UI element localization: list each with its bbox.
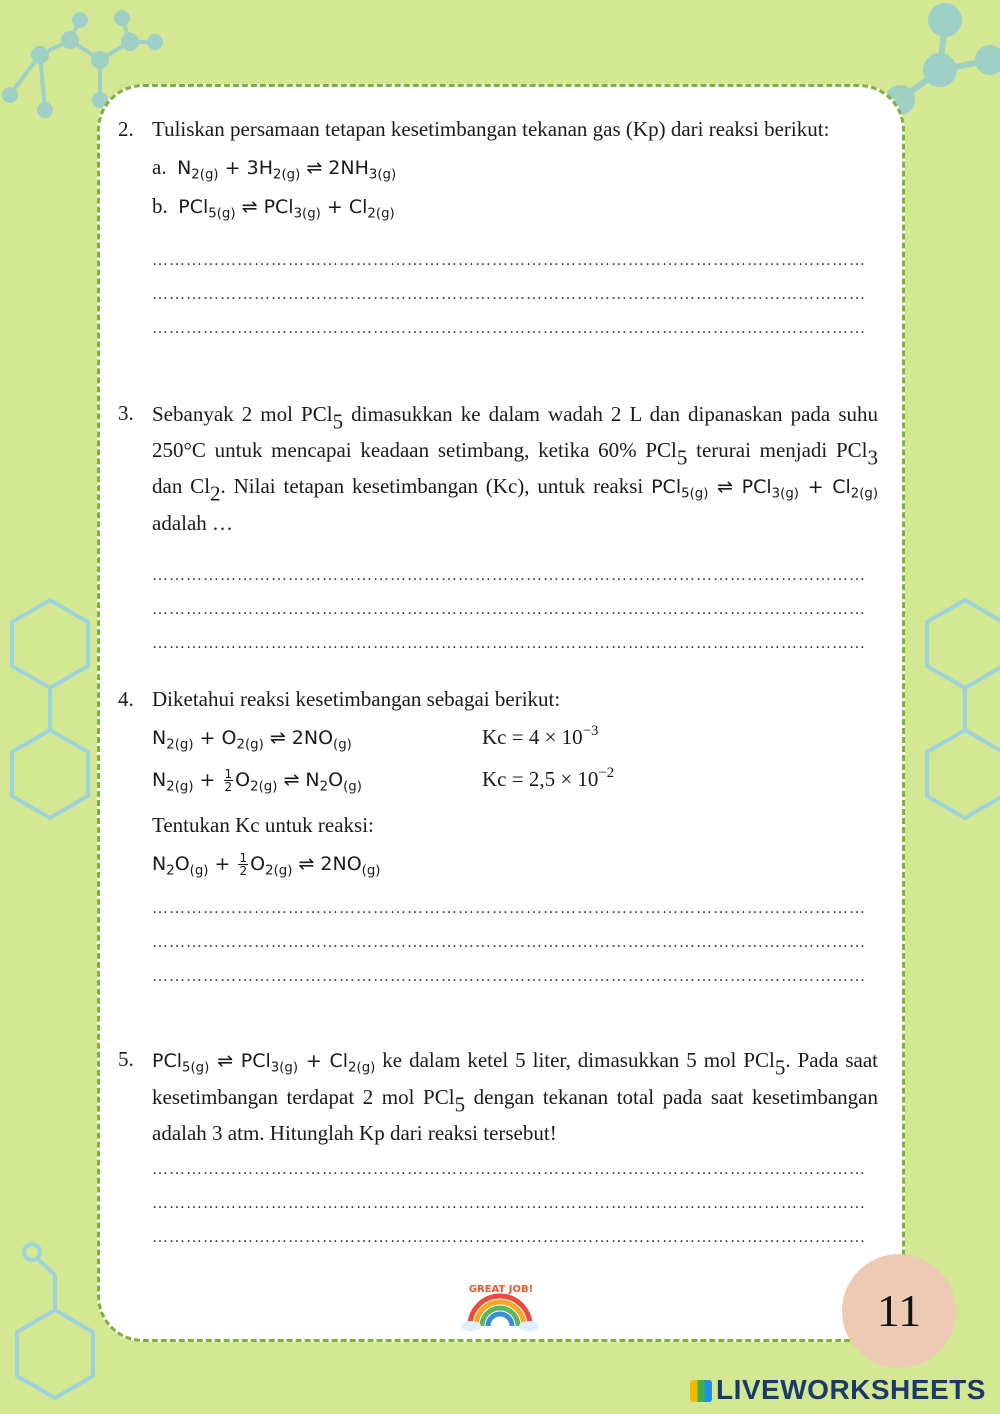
task-text: Tentukan Kc untuk reaksi: [152, 813, 374, 837]
question-4 [118, 682, 878, 994]
answer-line[interactable]: ……………………………………………………………………………………………………………… [152, 1195, 866, 1212]
kc-value-1: $Kc = 4 \times 10^{-3}$ [482, 723, 599, 749]
given-reaction-1: $N_{2(g)} + O_{2(g)}$ ⇌ $2NO_{(g)}$ $Kc = 4 \times 10^{-3}$ [152, 720, 878, 758]
answer-line[interactable]: ……………………………………………………………………………………………………………… [152, 567, 866, 584]
question-number: 4. [118, 687, 134, 711]
answer-line[interactable]: ……………………………………………………………………………………………………………… [152, 934, 866, 951]
page-number: 11 [842, 1254, 956, 1368]
answer-line[interactable]: ……………………………………………………………………………………………………………… [152, 601, 866, 618]
question-number: 2. [118, 117, 134, 141]
question-2 [118, 112, 878, 346]
equation-b: PCl$_{5(g)}$ ⇌ $PCl_{3(g)} + Cl_{2(g)}$ [178, 196, 395, 222]
question-5 [118, 1042, 878, 1255]
kc-value-2: $Kc = 2,5 \times 10^{-2}$ [482, 765, 615, 791]
reaction-a: a. $N_{2(g)} + 3H_{2(g)}$ ⇌ $2NH_{3(g)}$ [152, 155, 397, 183]
benzene-decoration-right [910, 590, 1000, 850]
answer-line[interactable]: ……………………………………………………………………………………………………………… [152, 900, 866, 917]
given-reaction-2: $N_{2(g)}$ + $\frac{1}{2}$ $O_{2(g)}$ ⇌ $N_2O_{(g)}$ $Kc = 2,5 \times 10^{-2}$ [152, 762, 878, 808]
question-text: Sebanyak 2 mol PCl$_5$ dimasukkan ke dalam wadah 2 L dan dipanaskan pada suhu 250°C untuk mencapai keadaan setimbang, ketika 60% PCl$_5$ terurai menjadi PCl$_3$ dan $Cl_2$. Nilai tetapan kesetimbangan (Kc), untuk reaksi PCl$_{5(g)}$ ⇌ $PCl_{3(g)} + Cl_{2(g)}$ adalah … [152, 402, 879, 535]
target-reaction: $N_2O_{(g)}$ + $\frac{1}{2}$ $O_{2(g)}$ ⇌ $2NO_{(g)}$ [152, 851, 381, 879]
equation-a: $N_{2(g)} + 3H_{2(g)}$ ⇌ $2NH_{3(g)}$ [177, 157, 397, 183]
question-number: 3. [118, 401, 134, 425]
question-text: PCl$_{5(g)}$ ⇌ $PCl_{3(g)} + Cl_{2(g)}$ ke dalam ketel 5 liter, dimasukkan 5 mol PCl$_5$. Pada saat kesetimbangan terdapat 2 mol PCl$_5$ dengan tekanan total pada saat kesetimbangan adalah 3 atm. Hitunglah Kp dari reaksi tersebut! [152, 1048, 879, 1145]
reaction-b: b. PCl$_{5(g)}$ ⇌ $PCl_{3(g)} + Cl_{2(g)}$ [152, 194, 395, 222]
answer-line[interactable]: ……………………………………………………………………………………………………………… [152, 968, 866, 985]
answer-line[interactable]: ……………………………………………………………………………………………………………… [152, 320, 866, 337]
question-3 [118, 396, 878, 661]
answer-line[interactable]: ……………………………………………………………………………………………………………… [152, 1229, 866, 1246]
liveworksheets-icon [690, 1380, 712, 1402]
fraction-half: $\frac{1}{2}$ [239, 851, 248, 878]
liveworksheets-brand[interactable]: LIVEWORKSHEETS [690, 1374, 986, 1406]
answer-line[interactable]: ……………………………………………………………………………………………………………… [152, 286, 866, 303]
answer-line[interactable]: ……………………………………………………………………………………………………………… [152, 252, 866, 269]
answer-line[interactable]: ……………………………………………………………………………………………………………… [152, 1161, 866, 1178]
great-job-logo: GREAT JOB! [455, 1282, 545, 1332]
answer-line[interactable]: ……………………………………………………………………………………………………………… [152, 635, 866, 652]
question-intro: Diketahui reaksi kesetimbangan sebagai berikut: [152, 687, 561, 711]
benzene-decoration-bottom-left [0, 1240, 110, 1414]
fraction-half: $\frac{1}{2}$ [224, 767, 233, 794]
question-number: 5. [118, 1047, 134, 1071]
question-prompt: Tuliskan persamaan tetapan kesetimbangan tekanan gas (Kp) dari reaksi berikut: [152, 117, 830, 141]
benzene-decoration-left [0, 590, 100, 850]
